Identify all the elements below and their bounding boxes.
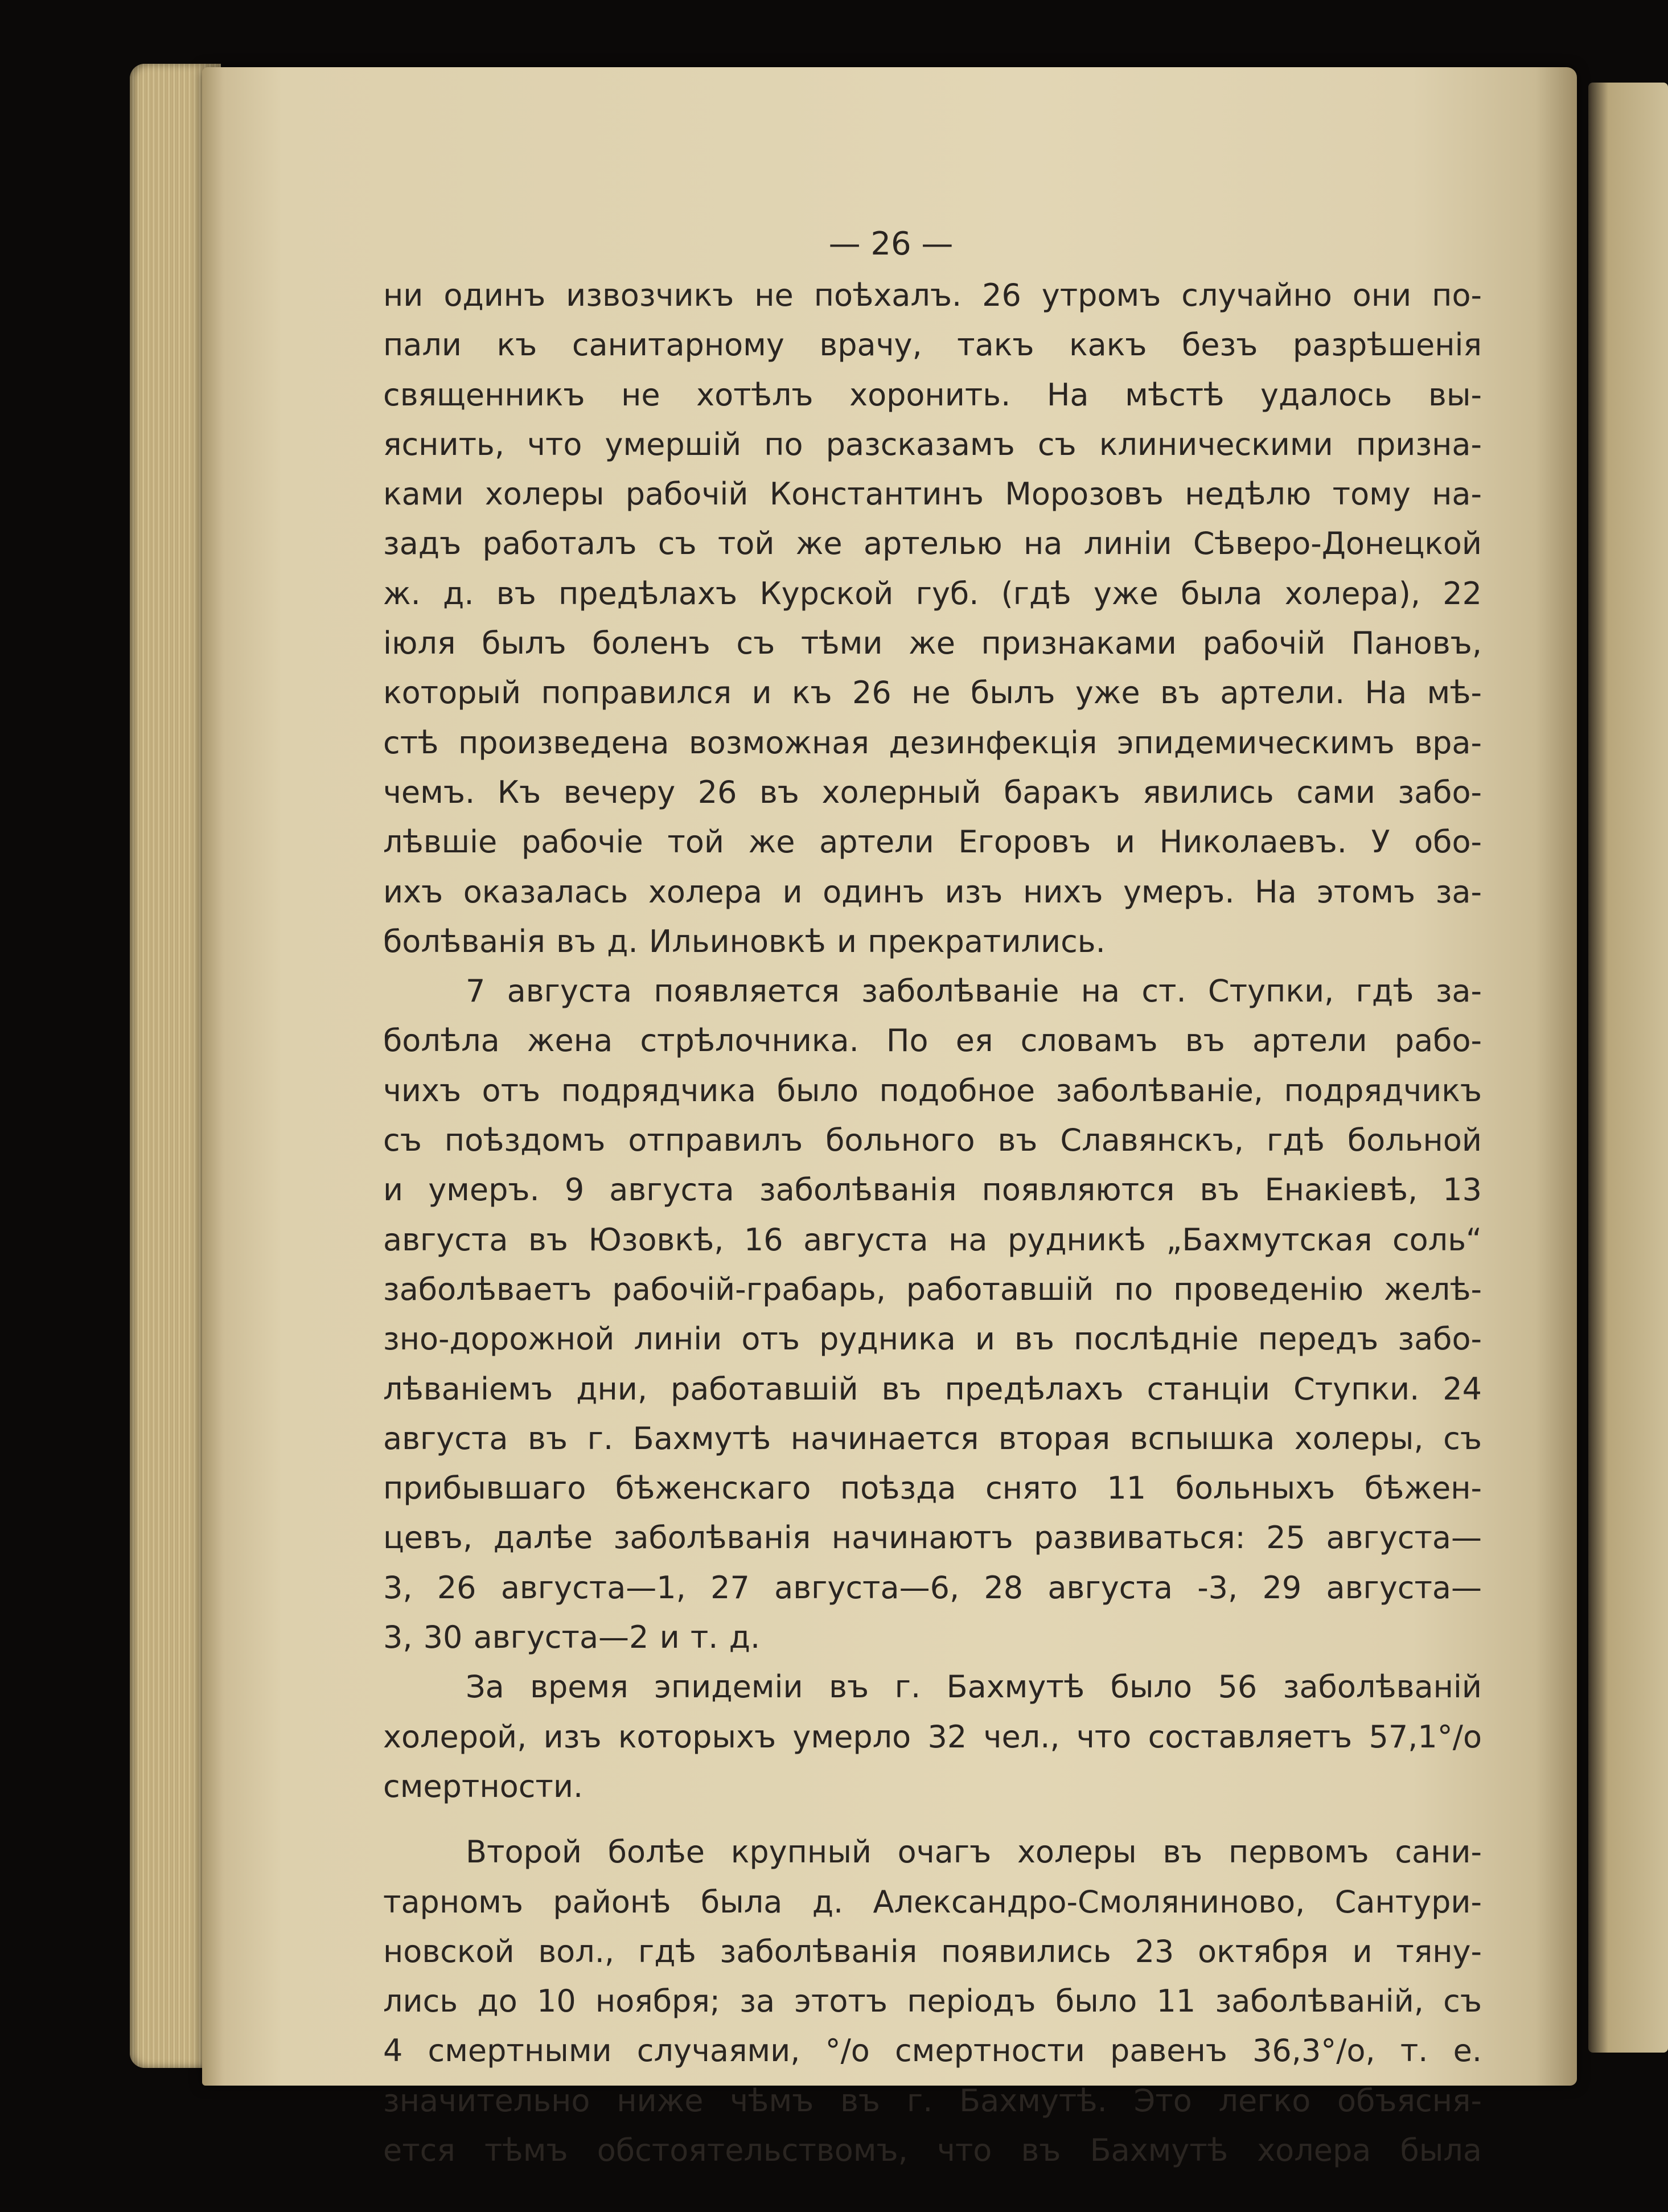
text-line: заболѣваетъ рабочій-грабарь, работавшій по проведенію желѣ- bbox=[383, 1271, 1482, 1307]
text-line: ками холеры рабочій Константинъ Морозовъ недѣлю тому на- bbox=[383, 476, 1482, 512]
text-line: холерой, изъ которыхъ умерло 32 чел., что составляетъ 57,1°/о bbox=[383, 1718, 1482, 1755]
text-line: 3, 30 августа—2 и т. д. bbox=[383, 1619, 761, 1656]
text-line: пали къ санитарному врачу, такъ какъ безъ разрѣшенія bbox=[383, 327, 1482, 363]
text-line: зно-дорожной линіи отъ рудника и въ послѣдніе передъ забо- bbox=[383, 1321, 1482, 1357]
text-line: и умеръ. 9 августа заболѣванія появляются въ Енакіевѣ, 13 bbox=[383, 1172, 1482, 1208]
text-line: тарномъ районѣ была д. Александро-Смоляниново, Сантури- bbox=[383, 1883, 1482, 1920]
text-line: Второй болѣе крупный очагъ холеры въ первомъ сани- bbox=[466, 1834, 1482, 1870]
text-line: яснить, что умершій по разсказамъ съ клиническими призна- bbox=[383, 426, 1482, 462]
text-line: ни одинъ извозчикъ не поѣхалъ. 26 утромъ случайно они по- bbox=[383, 277, 1482, 313]
text-line: чихъ отъ подрядчика было подобное заболѣваніе, подрядчикъ bbox=[383, 1072, 1482, 1109]
text-line: болѣла жена стрѣлочника. По ея словамъ въ артели рабо- bbox=[383, 1023, 1482, 1059]
book-page bbox=[202, 67, 1577, 2168]
text-line: чемъ. Къ вечеру 26 въ холерный баракъ явились сами забо- bbox=[383, 774, 1482, 810]
text-line: августа въ Юзовкѣ, 16 августа на рудникѣ „Бахмутская соль“ bbox=[383, 1221, 1482, 1258]
text-line: ж. д. въ предѣлахъ Курской губ. (гдѣ уже была холера), 22 bbox=[383, 575, 1482, 612]
text-line: іюля былъ боленъ съ тѣми же признаками рабочій Пановъ, bbox=[383, 625, 1482, 662]
text-line: цевъ, далѣе заболѣванія начинаютъ развиваться: 25 августа— bbox=[383, 1520, 1482, 1556]
text-line: съ поѣздомъ отправилъ больного въ Славянскъ, гдѣ больной bbox=[383, 1122, 1482, 1159]
page-text bbox=[383, 221, 1482, 2175]
text-line: 4 смертными случаями, °/о смертности равенъ 36,3°/о, т. е. bbox=[383, 2033, 1482, 2069]
text-line: болѣванія въ д. Ильиновкѣ и прекратились. bbox=[383, 923, 1106, 959]
text-line: значительно ниже чѣмъ въ г. Бахмутѣ. Это легко объясня- bbox=[383, 2082, 1482, 2119]
text-line: 7 августа появляется заболѣваніе на ст. Ступки, гдѣ за- bbox=[466, 973, 1482, 1009]
text-line: лѣваніемъ дни, работавшій въ предѣлахъ станціи Ступки. 24 bbox=[383, 1370, 1482, 1407]
text-line: августа въ г. Бахмутѣ начинается вторая вспышка холеры, съ bbox=[383, 1420, 1482, 1456]
text-line: прибывшаго бѣженскаго поѣзда снято 11 больныхъ бѣжен- bbox=[383, 1470, 1482, 1507]
text-line: ется тѣмъ обстоятельствомъ, что въ Бахмутѣ холера была bbox=[383, 2132, 1482, 2168]
page-number: — 26 — bbox=[828, 225, 954, 262]
text-line: который поправился и къ 26 не былъ уже въ артели. На мѣ- bbox=[383, 675, 1482, 711]
text-line: 3, 26 августа—1, 27 августа—6, 28 августа -3, 29 августа— bbox=[383, 1569, 1482, 1606]
text-line: За время эпидеміи въ г. Бахмутѣ было 56 заболѣваній bbox=[466, 1669, 1482, 1705]
adjacent-page-edge bbox=[1588, 83, 1668, 2053]
text-line: стѣ произведена возможная дезинфекція эпидемическимъ вра- bbox=[383, 724, 1482, 761]
text-line: новской вол., гдѣ заболѣванія появились 23 октября и тяну- bbox=[383, 1933, 1482, 1969]
text-line: ихъ оказалась холера и одинъ изъ нихъ умеръ. На этомъ за- bbox=[383, 873, 1482, 910]
text-line: смертности. bbox=[383, 1768, 584, 1804]
text-line: задъ работалъ съ той же артелью на линіи Сѣверо-Донецкой bbox=[383, 526, 1482, 562]
text-line: лись до 10 ноября; за этотъ періодъ было 11 заболѣваній, съ bbox=[383, 1983, 1482, 2020]
text-line: лѣвшіе рабочіе той же артели Егоровъ и Николаевъ. У обо- bbox=[383, 824, 1482, 860]
text-line: священникъ не хотѣлъ хоронить. На мѣстѣ удалось вы- bbox=[383, 376, 1482, 413]
